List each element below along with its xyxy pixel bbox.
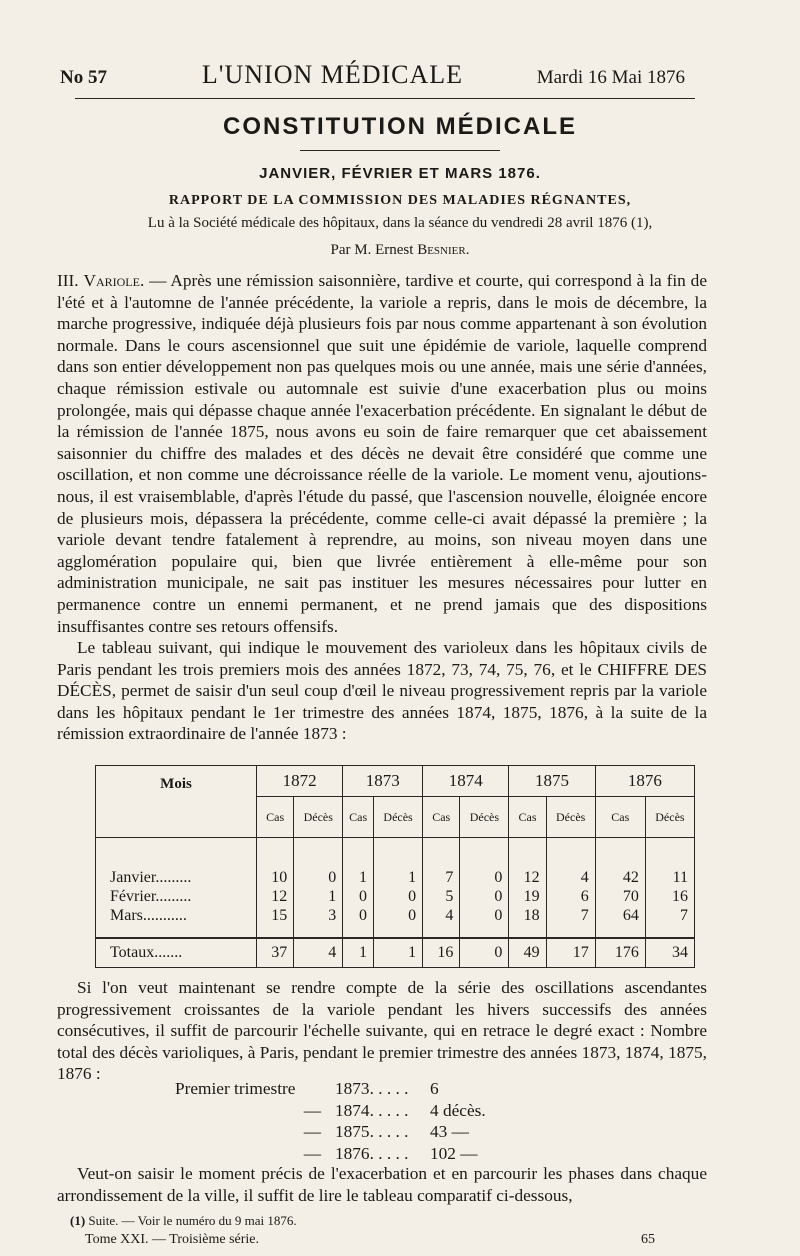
- scale-year: 1873. . . . .: [335, 1079, 409, 1098]
- year-header: 1872: [257, 766, 343, 797]
- death-scale: [175, 1078, 575, 1164]
- report-heading: RAPPORT DE LA COMMISSION DES MALADIES RÉGNANTES,: [168, 193, 632, 208]
- total-cell: 1: [374, 938, 423, 968]
- paragraph-arrondissement: Veut-on saisir le moment précis de l'exacerbation et en parcourir les phases dans chaque arrondissement de la ville, il suffit de lire le tableau comparatif ci-dessous,: [57, 1164, 707, 1205]
- journal-title: L'UNION MÉDICALE: [201, 60, 464, 89]
- total-cell: 1: [343, 938, 374, 968]
- table-spacer: [96, 925, 695, 938]
- running-header: [60, 60, 685, 90]
- year-header: 1874: [423, 766, 509, 797]
- section-title: CONSTITUTION MÉDICALE: [223, 113, 577, 140]
- table-cell: 0: [460, 906, 509, 925]
- table-cell: 1: [343, 868, 374, 887]
- table-cell: 1: [374, 868, 423, 887]
- deces-header: Décès: [460, 797, 509, 838]
- table-cell: 0: [343, 906, 374, 925]
- scale-year: 1876. . . . .: [335, 1143, 409, 1163]
- mortality-table: [95, 765, 695, 968]
- scale-year: 1874. . . . .: [335, 1100, 409, 1120]
- section-heading: Variole.: [83, 271, 145, 290]
- total-cell: 17: [546, 938, 595, 968]
- month-column-header: Mois: [96, 766, 257, 838]
- footnote: [70, 1213, 297, 1229]
- table-cell: 18: [509, 906, 546, 925]
- table-cell: 1: [294, 887, 343, 906]
- scale-value: 43 —: [430, 1122, 469, 1142]
- author-name: Besnier.: [417, 242, 470, 258]
- table-cell: 12: [257, 887, 294, 906]
- table-cell: 0: [374, 906, 423, 925]
- total-cell: 4: [294, 938, 343, 968]
- issue-number: No 57: [60, 67, 107, 88]
- table-cell: 6: [546, 887, 595, 906]
- volume-label: Tome XXI. — Troisième série.: [85, 1232, 260, 1247]
- table-row: [96, 906, 695, 925]
- table-row: [96, 887, 695, 906]
- scale-row: [175, 1121, 575, 1143]
- total-cell: 34: [645, 938, 694, 968]
- table-row: [96, 868, 695, 887]
- table-cell: 15: [257, 906, 294, 925]
- total-cell: 49: [509, 938, 546, 968]
- table-cell: 7: [546, 906, 595, 925]
- author-line: [0, 242, 800, 259]
- month-label: Février.........: [96, 887, 257, 906]
- table-cell: 0: [460, 868, 509, 887]
- table-cell: 4: [546, 868, 595, 887]
- footnote-text: Suite. — Voir le numéro du 9 mai 1876.: [88, 1213, 297, 1228]
- table-cell: 7: [645, 906, 694, 925]
- deces-header: Décès: [546, 797, 595, 838]
- scale-value: 6: [430, 1079, 439, 1098]
- footnote-mark: (1): [70, 1213, 86, 1228]
- scale-label: Premier trimestre: [175, 1079, 296, 1098]
- scale-label: —: [303, 1100, 321, 1120]
- table-cell: 0: [374, 887, 423, 906]
- table-cell: 70: [595, 887, 645, 906]
- paragraph-oscillations: Si l'on veut maintenant se rendre compte de la série des oscillations ascendantes progressivement croissantes de la variole pendant les hivers successifs des années consécutives, il suffit de parcourir l'échelle suivante, qui en retrace le degré exact : Nombre total des décès varioliques, à Paris, pendant le premier trimestre des années 1873, 1874, 1875, 1876 :: [57, 978, 707, 1084]
- scale-row: [175, 1100, 575, 1122]
- paragraph-tableau: Le tableau suivant, qui indique le mouvement des varioleux dans les hôpitaux civils de Paris pendant les trois premiers mois des années 1872, 73, 74, 75, 76, et le CHIFFRE DES DÉCÈS, permet de saisir d'un seul coup d'œil le niveau progressivement repris par la variole dans les hôpitaux pendant le 1er trimestre des années 1874, 1875, 1876, à la suite de la rémission extraordinaire de l'année 1873 :: [57, 638, 707, 744]
- total-cell: 16: [423, 938, 460, 968]
- deces-header: Décès: [374, 797, 423, 838]
- deces-header: Décès: [645, 797, 694, 838]
- scale-value: 102 —: [430, 1143, 478, 1163]
- section-number: III.: [57, 271, 79, 290]
- read-at-line: Lu à la Société médicale des hôpitaux, dans la séance du vendredi 28 avril 1876 (1),: [147, 215, 653, 231]
- table-cell: 5: [423, 887, 460, 906]
- header-rule: [75, 98, 695, 99]
- cas-header: Cas: [343, 797, 374, 838]
- totals-label: Totaux.......: [96, 938, 257, 968]
- table-cell: 7: [423, 868, 460, 887]
- month-label: Janvier.........: [96, 868, 257, 887]
- table-cell: 4: [423, 906, 460, 925]
- cas-header: Cas: [257, 797, 294, 838]
- scale-year: 1875. . . . .: [335, 1122, 409, 1142]
- totals-row: [96, 938, 695, 968]
- table-cell: 0: [343, 887, 374, 906]
- table-cell: 11: [645, 868, 694, 887]
- scale-row: [175, 1078, 575, 1100]
- table-cell: 12: [509, 868, 546, 887]
- year-header: 1875: [509, 766, 595, 797]
- table-spacer: [96, 838, 695, 869]
- cas-header: Cas: [423, 797, 460, 838]
- month-label: Mars...........: [96, 906, 257, 925]
- table-cell: 64: [595, 906, 645, 925]
- deces-header: Décès: [294, 797, 343, 838]
- total-cell: 0: [460, 938, 509, 968]
- year-header: 1873: [343, 766, 423, 797]
- cas-header: Cas: [595, 797, 645, 838]
- table-cell: 42: [595, 868, 645, 887]
- table-cell: 0: [294, 868, 343, 887]
- paragraph-variole: [57, 270, 707, 637]
- page-number: 65: [641, 1232, 655, 1247]
- author-prefix: Par M. Ernest: [330, 242, 414, 258]
- table-cell: 3: [294, 906, 343, 925]
- title-rule: [300, 150, 500, 151]
- issue-date: Mardi 16 Mai 1876: [536, 67, 685, 88]
- scale-row: [175, 1143, 575, 1165]
- scale-value: 4 décès.: [430, 1100, 486, 1120]
- cas-header: Cas: [509, 797, 546, 838]
- paragraph-text: — Après une rémission saisonnière, tardive et courte, qui correspond à la fin de l'été et à l'automne de l'année précédente, la variole a repris, dans le mois de décembre, la marche progressive, indiquée déjà plusieurs fois par nous comme appartenant à son évolution normale. Dans le cours ascensionnel que suit une épidémie de variole, laquelle comprend dans son entier développement non pas quelques mois ou une année, mais une série d'années, chaque rémission estivale ou automnale est suivie d'une exacerbation plus ou moins prolongée, mais qui dépasse chaque année l'exacerbation précédente. En signalant le début de la rémission de l'année 1875, nous avons eu soin de faire remarquer que cet abaissement saisonnier du chiffre des malades et des décès ne devait être considéré que comme une oscillation, et non comme une décroissance réelle de la variole. Le moment venu, ajoutions-nous, il est vraisemblable, d'après l'étude du passé, que l'ascension nouvelle, éloignée encore de plusieurs mois, dépassera la précédente, comme celle-ci avait dépassé la première ; la variole devant tendre fatalement à reprendre, au moins, son niveau moyen dans une agglomération populaire qui, bien que livrée entièrement à elle-même pour son administration municipale, ne sait pas instituer les mesures nécessaires pour lutter en permanence contre un ennemi permanent, et ne prend jamais que des dispositions insuffisantes contre ses retours offensifs.: [57, 271, 707, 636]
- year-header: 1876: [595, 766, 694, 797]
- total-cell: 176: [595, 938, 645, 968]
- total-cell: 37: [257, 938, 294, 968]
- table-cell: 0: [460, 887, 509, 906]
- page-footer: [85, 1232, 655, 1248]
- period-heading: JANVIER, FÉVRIER ET MARS 1876.: [259, 165, 541, 182]
- hospital-table: [95, 765, 695, 968]
- scale-label: —: [303, 1143, 321, 1163]
- table-cell: 10: [257, 868, 294, 887]
- scale-label: —: [303, 1122, 321, 1142]
- table-cell: 16: [645, 887, 694, 906]
- table-cell: 19: [509, 887, 546, 906]
